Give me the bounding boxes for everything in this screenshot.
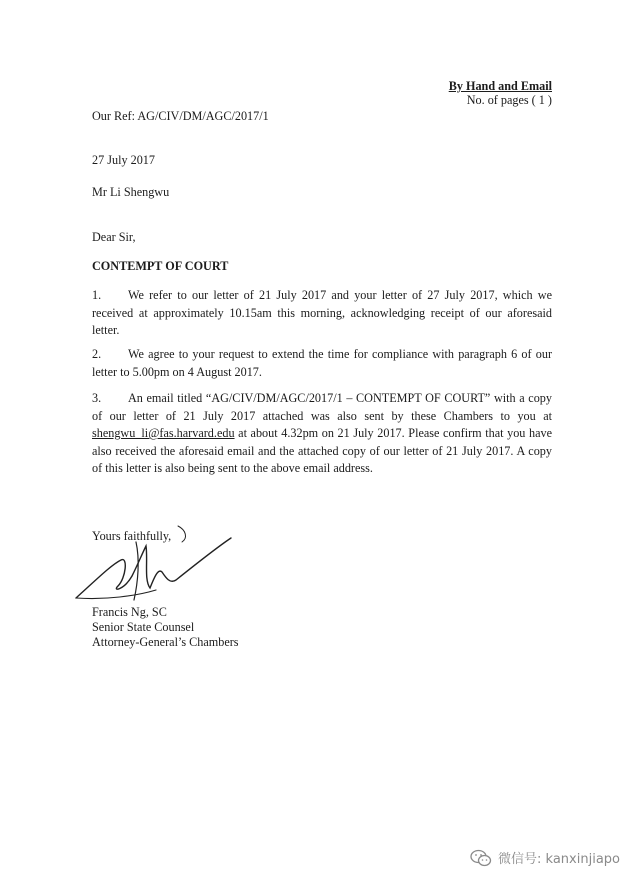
paragraph-text: We agree to your request to extend the time for compliance with paragraph 6 of our letter to 5.00pm on 4 August 2017. [92, 347, 552, 379]
page-count: No. of pages ( 1 ) [466, 93, 552, 107]
signatory-name: Francis Ng, SC [92, 605, 167, 619]
watermark [470, 848, 620, 867]
recipient-name: Mr Li Shengwu [92, 185, 170, 199]
closing: Yours faithfully, [92, 529, 172, 543]
reference-number: Our Ref: AG/CIV/DM/AGC/2017/1 [92, 109, 269, 123]
paragraph-number: 3. [92, 391, 102, 405]
paragraph-text-continued: at about 4.32pm on 21 July 2017. Please confirm that you have also received the aforesaid email and the attached copy of our letter of 21 July 2017. A copy of this letter is also being sent to the above email address. [92, 426, 552, 475]
watermark-text: 微信号: kanxinjiapo [498, 852, 620, 867]
paragraph-3 [92, 390, 552, 478]
wechat-icon [470, 849, 492, 867]
subject-heading: CONTEMPT OF COURT [92, 259, 229, 273]
delivery-method: By Hand and Email [448, 79, 552, 93]
salutation: Dear Sir, [92, 230, 136, 244]
paragraph-text: An email titled “AG/CIV/DM/AGC/2017/1 – CONTEMPT OF COURT” with a copy of our letter of 21 July 2017 attached was also sent by these Chambers to you at [92, 391, 552, 423]
paragraph-number: 2. [92, 347, 102, 361]
signatory-office: Attorney-General’s Chambers [92, 635, 239, 649]
signatory-title: Senior State Counsel [92, 620, 195, 634]
paragraph-1 [92, 287, 552, 340]
letter-date: 27 July 2017 [92, 153, 155, 167]
handwritten-signature [66, 520, 236, 610]
paragraph-text: We refer to our letter of 21 July 2017 and your letter of 27 July 2017, which we received at approximately 10.15am this morning, acknowledging receipt of our aforesaid letter. [92, 288, 552, 337]
paragraph-2 [92, 346, 552, 381]
email-link[interactable]: shengwu_li@fas.harvard.edu [92, 426, 235, 440]
paragraph-number: 1. [92, 288, 102, 302]
